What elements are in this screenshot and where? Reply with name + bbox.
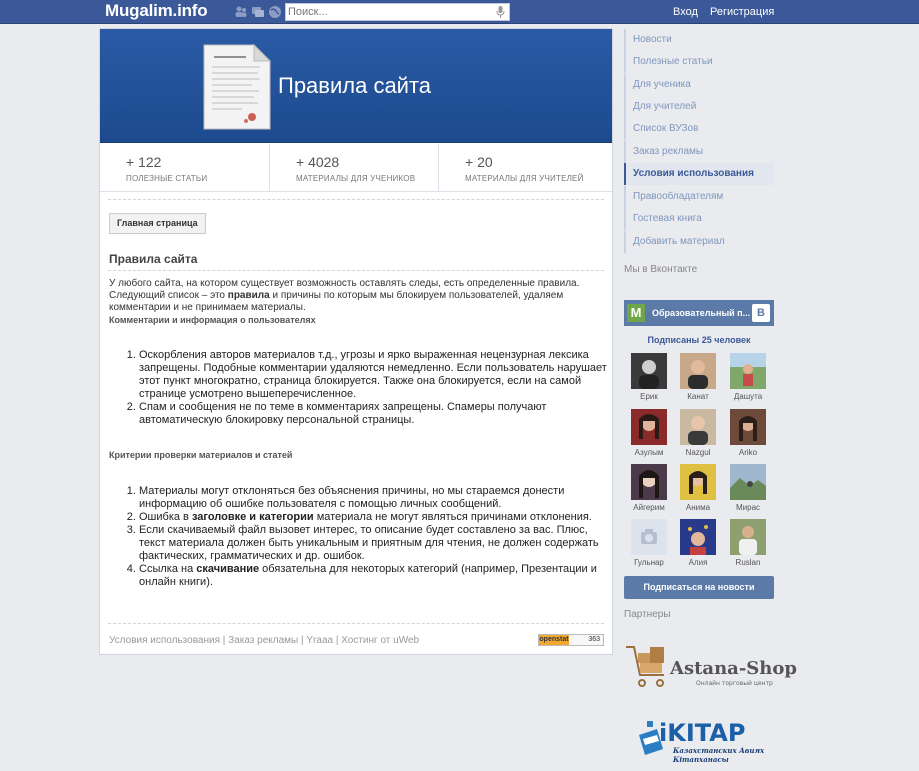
login-link[interactable]: Вход xyxy=(673,6,698,18)
openstat-counter[interactable] xyxy=(538,634,604,646)
stat-articles[interactable] xyxy=(100,144,269,192)
avatar-placeholder-icon xyxy=(631,519,667,555)
document-icon xyxy=(202,43,272,131)
member-name: Ерик xyxy=(640,392,658,401)
microphone-icon[interactable] xyxy=(496,6,505,18)
astana-shop-tagline: Онлайн торговый центр xyxy=(696,680,773,687)
member-name: Айгерим xyxy=(633,503,665,512)
member-name: Канат xyxy=(687,392,709,401)
page-banner xyxy=(100,29,612,143)
vk-member[interactable] xyxy=(678,353,718,403)
vk-subscriber-count[interactable]: Подписаны 25 человек xyxy=(647,335,751,345)
site-logo[interactable]: Mugalim.info xyxy=(105,1,208,20)
content-title: Правила сайта xyxy=(109,252,198,266)
intro-text: У любого сайта, на котором существует возможность оставлять следы, есть определенные правила. Следующий список – это xyxy=(109,278,580,301)
vk-member[interactable] xyxy=(678,464,718,514)
vk-member[interactable] xyxy=(629,519,669,569)
avatar xyxy=(680,519,716,555)
rule-text: материала не могут являться причинами отклонения. xyxy=(313,511,592,523)
footer-link-yraaa[interactable]: Yraaa xyxy=(306,635,334,646)
footer-link-terms[interactable]: Условия использования xyxy=(109,635,220,646)
sidebar-item-teachers[interactable]: Для учителей xyxy=(624,96,774,118)
vk-member[interactable] xyxy=(728,409,768,459)
member-name: Nazgul xyxy=(685,448,711,457)
rule-item: 1. Оскорбления авторов материалов т.д., угрозы и ярко выраженная нецензурная лексика запрещены. Подобные комментарии удаляются немедленно. Если пользователь нарушает этот пункт многократно, страница блокируется. Также она блокируется, если на самой странице усмотрено вышеперечисленное. xyxy=(139,349,609,401)
sidebar-item-universities[interactable]: Список ВУЗов xyxy=(624,118,774,140)
rule-item xyxy=(139,563,609,589)
sidebar-item-advertising[interactable]: Заказ рекламы xyxy=(624,141,774,163)
rule-item: 1. Материалы могут отклоняться без объяснения причины, но мы стараемся донести информацию об ошибке пользователя с помощью личных сообщений. xyxy=(139,485,609,511)
astana-shop-name: Astana-Shop xyxy=(670,658,797,679)
stat-teacher-materials[interactable] xyxy=(438,144,612,192)
vk-widget xyxy=(624,300,774,599)
avatar xyxy=(680,409,716,445)
avatar xyxy=(680,353,716,389)
intro-paragraph xyxy=(109,278,603,314)
vk-subscribe-button[interactable]: Подписаться на новости xyxy=(624,576,774,599)
footer-separator: | xyxy=(298,635,307,646)
stats-bar xyxy=(100,144,612,192)
avatar xyxy=(631,409,667,445)
avatar xyxy=(730,409,766,445)
stat-label: МАТЕРИАЛЫ ДЛЯ УЧИТЕЛЕЙ xyxy=(465,174,584,183)
rule-text: Ошибка в xyxy=(139,511,192,523)
friends-icon[interactable] xyxy=(234,5,248,19)
banner-title: Правила сайта xyxy=(278,73,432,98)
vk-member[interactable] xyxy=(728,519,768,569)
section-heading-comments: Комментарии и информация о пользователях xyxy=(109,315,316,325)
vk-member[interactable] xyxy=(678,409,718,459)
astana-shop-logo[interactable] xyxy=(624,637,797,695)
vk-member[interactable] xyxy=(728,464,768,514)
member-name: Анима xyxy=(685,503,711,512)
rule-bold: скачивание xyxy=(196,563,260,575)
vk-group-header[interactable] xyxy=(624,300,774,326)
vk-member[interactable] xyxy=(728,353,768,403)
sidebar-item-student[interactable]: Для ученика xyxy=(624,74,774,96)
member-name: Ariko xyxy=(738,448,758,457)
member-name: Алия xyxy=(688,558,708,567)
sidebar-item-guestbook[interactable]: Гостевая книга xyxy=(624,208,774,230)
rule-item: 3. Если скачиваемый файл вызовет интерес, то описание будет составлено за вас. Плюс, текст материала должен быть уникальным и приятным для чтения, не должен содержать фактических, грамматических и др. ошибок. xyxy=(139,524,609,563)
member-name: Мирас xyxy=(735,503,761,512)
avatar xyxy=(631,353,667,389)
top-icons xyxy=(234,5,282,19)
top-bar xyxy=(0,0,919,24)
rule-item xyxy=(139,511,609,524)
ikitap-tagline: Кітапханасы xyxy=(673,755,729,764)
avatar xyxy=(680,464,716,500)
rule-bold: заголовке и категории xyxy=(191,511,314,523)
ikitap-tagline: Казахстанских Авиях xyxy=(673,746,765,755)
vk-group-avatar: M xyxy=(627,304,645,322)
stat-value: + 20 xyxy=(465,154,493,170)
member-name: Азулым xyxy=(634,448,664,457)
footer-link-ads[interactable]: Заказ рекламы xyxy=(228,635,299,646)
sidebar-item-news[interactable]: Новости xyxy=(624,29,774,51)
sidebar-item-copyright[interactable]: Правообладателям xyxy=(624,186,774,208)
vk-logo-icon[interactable]: B xyxy=(752,304,770,322)
home-breadcrumb-button[interactable]: Главная страница xyxy=(109,213,206,234)
rules-list-criteria xyxy=(139,485,609,589)
section-heading-criteria: Критерии проверки материалов и статей xyxy=(109,450,293,460)
stat-value: + 122 xyxy=(126,154,162,170)
vk-member[interactable] xyxy=(629,353,669,403)
messages-icon[interactable] xyxy=(251,5,265,19)
counter-value: 363 xyxy=(588,636,600,643)
divider xyxy=(108,270,604,271)
intro-bold: правила xyxy=(227,290,270,301)
search-box xyxy=(285,3,510,21)
counter-brand: openstat xyxy=(539,636,569,643)
stat-label: МАТЕРИАЛЫ ДЛЯ УЧЕНИКОВ xyxy=(296,174,416,183)
avatar xyxy=(730,464,766,500)
rule-item: 2. Спам и сообщения не по теме в комментариях запрещены. Спамеры получают автоматическую блокировку персональной страницы. xyxy=(139,401,609,427)
register-link[interactable]: Регистрация xyxy=(710,6,775,18)
vk-heading: Мы в Вконтакте xyxy=(624,264,698,275)
intro-text: и причины по которым мы блокируем пользователей, удаляем комментарии и не принимаем материалы. xyxy=(109,290,564,313)
vk-group-name[interactable]: Образовательный п... xyxy=(652,308,751,318)
stat-value: + 4028 xyxy=(296,154,340,170)
footer-link-hosting[interactable]: Хостинг от uWeb xyxy=(341,635,420,646)
avatar xyxy=(730,519,766,555)
sidebar-item-terms[interactable]: Условия использования xyxy=(624,163,774,185)
ikitap-name: iKITAP xyxy=(659,719,746,747)
vk-member[interactable] xyxy=(629,464,669,514)
avatar xyxy=(631,464,667,500)
globe-icon[interactable] xyxy=(268,5,282,19)
footer-separator: | xyxy=(333,635,342,646)
vk-member[interactable] xyxy=(678,519,718,569)
footer-links xyxy=(109,635,419,646)
divider xyxy=(108,623,604,624)
member-name: Ruslan xyxy=(735,558,761,567)
stat-student-materials[interactable] xyxy=(269,144,438,192)
footer-separator: | xyxy=(220,635,229,646)
divider xyxy=(108,199,604,200)
member-name: Гульнар xyxy=(634,558,664,567)
ikitap-logo[interactable] xyxy=(637,715,765,771)
sidebar-item-articles[interactable]: Полезные статьи xyxy=(624,51,774,73)
stat-label: ПОЛЕЗНЫЕ СТАТЬИ xyxy=(126,174,208,183)
sidebar-item-add-material[interactable]: Добавить материал xyxy=(624,231,774,253)
rule-text: Ссылка на xyxy=(139,563,197,575)
rules-list-comments xyxy=(139,349,609,427)
main-content xyxy=(99,28,613,655)
member-name: Дашута xyxy=(733,392,763,401)
search-input[interactable] xyxy=(288,5,488,19)
partners-heading: Партнеры xyxy=(624,609,671,620)
rule-text: обязательна для некоторых категорий (например, Презентации и онлайн книги). xyxy=(139,563,597,588)
vk-member[interactable] xyxy=(629,409,669,459)
avatar xyxy=(730,353,766,389)
